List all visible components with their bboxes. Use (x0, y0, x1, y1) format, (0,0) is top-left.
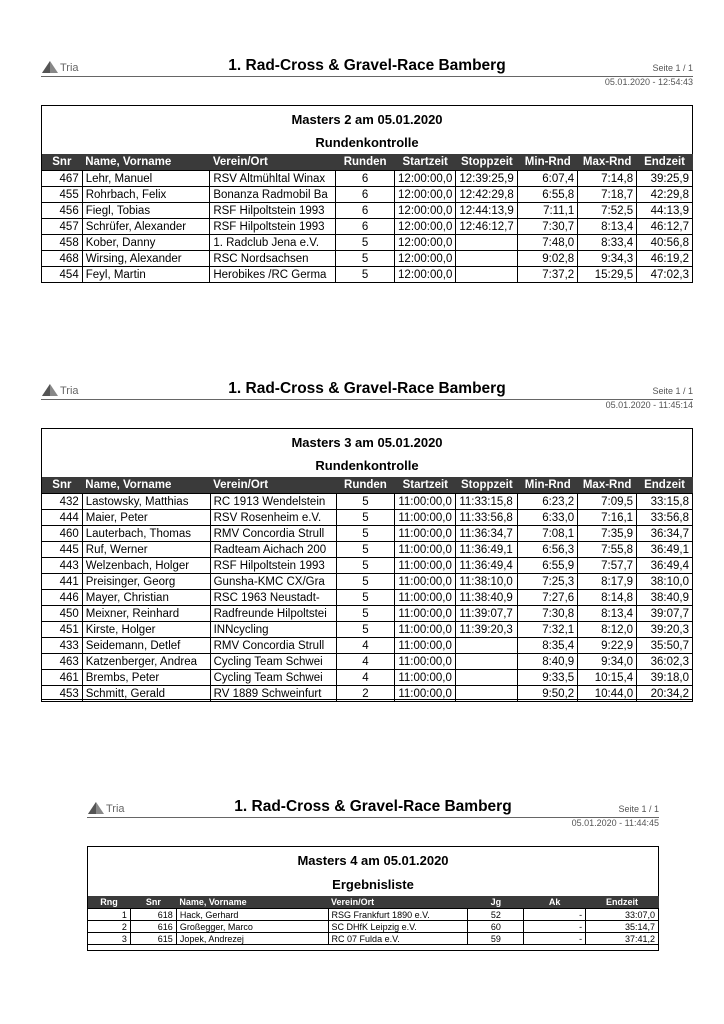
table-cell: 9:22,9 (578, 638, 637, 654)
table-cell: 38:10,0 (637, 574, 693, 590)
table-cell: 46:12,7 (637, 219, 693, 235)
column-header: Max-Rnd (578, 477, 637, 494)
table-cell: Meixner, Reinhard (82, 606, 210, 622)
print-date: 05.01.2020 - 12:54:43 (604, 77, 693, 87)
table-cell: 11:38:10,0 (456, 574, 518, 590)
table-cell: 5 (336, 542, 395, 558)
table-cell: 47:02,3 (637, 267, 693, 283)
table-cell: 7:32,1 (518, 622, 578, 638)
table-cell: 12:00:00,0 (395, 251, 456, 267)
table-row (42, 638, 693, 654)
table-cell: 11:00:00,0 (395, 686, 456, 702)
table-cell: 8:13,4 (578, 219, 637, 235)
table-cell: 468 (42, 251, 83, 267)
table-cell: 12:39:25,9 (456, 171, 518, 187)
table-cell: 5 (336, 558, 395, 574)
table-row (42, 590, 693, 606)
table-cell: 33:15,8 (637, 494, 693, 510)
table-cell: 7:08,1 (518, 526, 578, 542)
table-cell: 615 (130, 933, 176, 945)
race-title: 1. Rad-Cross & Gravel-Race Bamberg (234, 798, 512, 815)
category-title: Masters 4 am 05.01.2020 (297, 853, 449, 868)
column-header: Name, Vorname (176, 896, 328, 909)
table-cell: INNcycling (210, 622, 336, 638)
table-cell: 11:00:00,0 (395, 638, 456, 654)
table-row (42, 574, 693, 590)
column-header: Jg (468, 896, 524, 909)
logo-text: Tria (60, 385, 79, 397)
table-cell: 12:00:00,0 (395, 235, 456, 251)
table-cell: 8:17,9 (578, 574, 637, 590)
table-cell: Lauterbach, Thomas (82, 526, 210, 542)
table-cell: 59 (468, 933, 524, 945)
column-header: Endzeit (637, 477, 693, 494)
sheet-header (41, 379, 693, 400)
table-cell: 5 (336, 526, 395, 542)
table-cell: 432 (42, 494, 83, 510)
table-cell: 441 (42, 574, 83, 590)
table-cell: 2 (88, 921, 131, 933)
table-cell: 618 (130, 909, 176, 921)
table-cell: RSF Hilpoltstein 1993 (210, 558, 336, 574)
table-cell: - (524, 909, 586, 921)
table-cell: 463 (42, 654, 83, 670)
result-box (41, 428, 693, 700)
table-header-row (88, 896, 659, 909)
table-cell: 445 (42, 542, 83, 558)
table-cell: 11:00:00,0 (395, 654, 456, 670)
table-row (42, 187, 693, 203)
table-cell (456, 251, 518, 267)
list-subtitle: Ergebnisliste (332, 877, 414, 892)
table-cell (456, 235, 518, 251)
table-row (42, 251, 693, 267)
table-cell: 6:55,9 (518, 558, 578, 574)
sheet-header (41, 56, 693, 77)
table-row (42, 267, 693, 283)
table-cell: Lehr, Manuel (82, 171, 210, 187)
table-cell: Seidemann, Detlef (82, 638, 210, 654)
table-cell: 6 (336, 219, 395, 235)
table-cell: Lastowsky, Matthias (82, 494, 210, 510)
table-cell: 9:34,0 (578, 654, 637, 670)
list-subtitle: Rundenkontrolle (315, 458, 419, 473)
column-header: Name, Vorname (82, 477, 210, 494)
result-sheet-masters-2 (41, 56, 693, 286)
table-cell: 10:44,0 (578, 686, 637, 702)
table-header-row (42, 477, 693, 494)
table-cell: Schrüfer, Alexander (82, 219, 210, 235)
table-cell: Jopek, Andrezej (176, 933, 328, 945)
table-cell: - (524, 921, 586, 933)
table-cell: Wirsing, Alexander (82, 251, 210, 267)
column-header: Stoppzeit (456, 154, 518, 171)
table-row (88, 921, 659, 933)
table-cell: Katzenberger, Andrea (82, 654, 210, 670)
table-cell: RSC Nordsachsen (210, 251, 336, 267)
table-cell: 37:41,2 (586, 933, 659, 945)
table-cell: 12:00:00,0 (395, 267, 456, 283)
table-cell: 7:11,1 (518, 203, 578, 219)
table-cell: 7:55,8 (578, 542, 637, 558)
table-row (42, 654, 693, 670)
table-cell: Kober, Danny (82, 235, 210, 251)
table-cell: Mayer, Christian (82, 590, 210, 606)
table-cell: 5 (336, 267, 395, 283)
table-cell: 5 (336, 235, 395, 251)
table-cell: 39:18,0 (637, 670, 693, 686)
table-cell: 11:00:00,0 (395, 526, 456, 542)
table-row (42, 542, 693, 558)
table-cell: 11:33:15,8 (456, 494, 518, 510)
table-cell: 42:29,8 (637, 187, 693, 203)
table-cell: - (524, 933, 586, 945)
table-cell: 8:35,4 (518, 638, 578, 654)
table-cell: Bonanza Radmobil Ba (210, 187, 336, 203)
table-cell: 12:44:13,9 (456, 203, 518, 219)
table-cell: 5 (336, 574, 395, 590)
table-cell: 451 (42, 622, 83, 638)
table-cell: 35:14,7 (586, 921, 659, 933)
table-cell: 33:07,0 (586, 909, 659, 921)
table-cell: 11:00:00,0 (395, 622, 456, 638)
table-cell: 6:55,8 (518, 187, 578, 203)
table-cell: 7:18,7 (578, 187, 637, 203)
table-cell: Fiegl, Tobias (82, 203, 210, 219)
table-cell: 460 (42, 526, 83, 542)
column-header: Startzeit (395, 154, 456, 171)
table-row (42, 171, 693, 187)
table-cell: 6:56,3 (518, 542, 578, 558)
table-cell: 46:19,2 (637, 251, 693, 267)
table-cell: 12:00:00,0 (395, 187, 456, 203)
result-box (87, 846, 659, 951)
table-cell: 9:02,8 (518, 251, 578, 267)
results-table (41, 154, 693, 283)
table-cell: 35:50,7 (637, 638, 693, 654)
column-header: Verein/Ort (210, 154, 336, 171)
table-cell (456, 654, 518, 670)
print-date: 05.01.2020 - 11:44:45 (571, 818, 659, 828)
table-cell: 6 (336, 203, 395, 219)
table-cell: 7:37,2 (518, 267, 578, 283)
table-cell: 11:39:20,3 (456, 622, 518, 638)
table-cell: Ruf, Werner (82, 542, 210, 558)
table-cell (456, 686, 518, 702)
table-cell: Cycling Team Schwei (210, 654, 336, 670)
column-header: Runden (336, 477, 395, 494)
category-title: Masters 3 am 05.01.2020 (291, 435, 443, 450)
column-header: Rng (88, 896, 131, 909)
table-cell: 7:30,8 (518, 606, 578, 622)
table-cell: 60 (468, 921, 524, 933)
column-header: Min-Rnd (518, 477, 578, 494)
table-cell: 8:33,4 (578, 235, 637, 251)
column-header: Verein/Ort (210, 477, 336, 494)
page-number: Seite 1 / 1 (652, 63, 693, 73)
table-cell: 9:50,2 (518, 686, 578, 702)
column-header: Snr (42, 154, 83, 171)
table-cell: Gunsha-KMC CX/Gra (210, 574, 336, 590)
table-cell: 39:07,7 (637, 606, 693, 622)
table-row (42, 510, 693, 526)
table-cell: 11:38:40,9 (456, 590, 518, 606)
column-header: Snr (130, 896, 176, 909)
table-cell: Schmitt, Gerald (82, 686, 210, 702)
table-cell: RMV Concordia Strull (210, 638, 336, 654)
table-cell: 11:00:00,0 (395, 558, 456, 574)
table-cell: 11:33:56,8 (456, 510, 518, 526)
table-row (42, 622, 693, 638)
table-cell: 456 (42, 203, 83, 219)
table-cell: 8:14,8 (578, 590, 637, 606)
column-header: Max-Rnd (578, 154, 637, 171)
table-cell: 20:34,2 (637, 686, 693, 702)
table-cell: 36:49,4 (637, 558, 693, 574)
table-cell: RV 1889 Schweinfurt (210, 686, 336, 702)
table-cell: 433 (42, 638, 83, 654)
table-row (42, 606, 693, 622)
category-title: Masters 2 am 05.01.2020 (291, 112, 443, 127)
table-cell: 12:00:00,0 (395, 219, 456, 235)
table-cell: 11:00:00,0 (395, 606, 456, 622)
table-row (42, 219, 693, 235)
table-cell: 444 (42, 510, 83, 526)
table-cell: 11:39:07,7 (456, 606, 518, 622)
table-cell: 1 (88, 909, 131, 921)
table-cell: 11:00:00,0 (395, 510, 456, 526)
table-row (42, 203, 693, 219)
table-cell (456, 670, 518, 686)
race-title: 1. Rad-Cross & Gravel-Race Bamberg (228, 57, 506, 74)
table-cell: 455 (42, 187, 83, 203)
page-number: Seite 1 / 1 (652, 386, 693, 396)
table-cell: RC 07 Fulda e.V. (328, 933, 468, 945)
table-cell: 12:00:00,0 (395, 171, 456, 187)
table-cell: RC 1913 Wendelstein (210, 494, 336, 510)
table-cell: 5 (336, 510, 395, 526)
column-header: Snr (42, 477, 83, 494)
table-cell: Kirste, Holger (82, 622, 210, 638)
table-cell: Feyl, Martin (82, 267, 210, 283)
table-cell: 5 (336, 606, 395, 622)
table-cell: 2 (336, 686, 395, 702)
table-cell: 7:57,7 (578, 558, 637, 574)
table-cell: 467 (42, 171, 83, 187)
column-header: Runden (336, 154, 395, 171)
table-cell: 5 (336, 622, 395, 638)
table-cell: 6 (336, 187, 395, 203)
table-cell: Herobikes /RC Germa (210, 267, 336, 283)
print-date: 05.01.2020 - 11:45:14 (605, 400, 693, 410)
table-cell: 7:35,9 (578, 526, 637, 542)
table-row (42, 235, 693, 251)
table-row (42, 686, 693, 702)
results-table (41, 477, 693, 702)
table-cell: 4 (336, 654, 395, 670)
table-cell: SC DHfK Leipzig e.V. (328, 921, 468, 933)
table-cell: 446 (42, 590, 83, 606)
table-cell: 33:56,8 (637, 510, 693, 526)
table-cell: 52 (468, 909, 524, 921)
table-cell: 5 (336, 494, 395, 510)
column-header: Ak (524, 896, 586, 909)
table-cell: 443 (42, 558, 83, 574)
table-cell: Radfreunde Hilpoltstei (210, 606, 336, 622)
column-header: Endzeit (586, 896, 659, 909)
logo-text: Tria (60, 62, 79, 74)
table-cell: 5 (336, 251, 395, 267)
table-cell: 457 (42, 219, 83, 235)
column-header: Name, Vorname (82, 154, 210, 171)
table-cell: RSG Frankfurt 1890 e.V. (328, 909, 468, 921)
table-cell: 3 (88, 933, 131, 945)
table-cell: 11:36:49,1 (456, 542, 518, 558)
logo-text: Tria (106, 803, 125, 815)
table-cell: 7:09,5 (578, 494, 637, 510)
table-cell (456, 638, 518, 654)
table-row (42, 494, 693, 510)
table-row (42, 526, 693, 542)
result-sheet-masters-4 (87, 797, 659, 957)
table-cell: 4 (336, 670, 395, 686)
table-cell: 6:07,4 (518, 171, 578, 187)
table-row (42, 670, 693, 686)
table-cell: Radteam Aichach 200 (210, 542, 336, 558)
column-header: Verein/Ort (328, 896, 468, 909)
table-cell: RSC 1963 Neustadt- (210, 590, 336, 606)
column-header: Min-Rnd (518, 154, 578, 171)
table-cell: RSV Rosenheim e.V. (210, 510, 336, 526)
table-cell: 8:12,0 (578, 622, 637, 638)
table-cell: 11:00:00,0 (395, 542, 456, 558)
column-header: Startzeit (395, 477, 456, 494)
table-row (88, 933, 659, 945)
table-cell: 36:49,1 (637, 542, 693, 558)
table-cell: 461 (42, 670, 83, 686)
table-cell: Preisinger, Georg (82, 574, 210, 590)
results-table (87, 896, 659, 945)
table-cell: 616 (130, 921, 176, 933)
column-header: Stoppzeit (456, 477, 518, 494)
table-cell: 4 (336, 638, 395, 654)
result-sheet-masters-3 (41, 379, 693, 699)
table-cell: 40:56,8 (637, 235, 693, 251)
table-cell: Hack, Gerhard (176, 909, 328, 921)
table-cell: Großegger, Marco (176, 921, 328, 933)
table-cell: 15:29,5 (578, 267, 637, 283)
table-cell: 9:34,3 (578, 251, 637, 267)
sheet-header (87, 797, 659, 818)
table-cell: 453 (42, 686, 83, 702)
table-cell: Cycling Team Schwei (210, 670, 336, 686)
table-cell: 36:02,3 (637, 654, 693, 670)
table-cell: 8:40,9 (518, 654, 578, 670)
table-cell (456, 267, 518, 283)
table-header-row (42, 154, 693, 171)
table-cell: 38:40,9 (637, 590, 693, 606)
table-cell: 7:52,5 (578, 203, 637, 219)
table-cell: 11:00:00,0 (395, 590, 456, 606)
table-cell: 8:13,4 (578, 606, 637, 622)
list-subtitle: Rundenkontrolle (315, 135, 419, 150)
table-cell: 6:33,0 (518, 510, 578, 526)
column-header: Endzeit (637, 154, 693, 171)
table-cell: 36:34,7 (637, 526, 693, 542)
table-cell: RMV Concordia Strull (210, 526, 336, 542)
table-cell: Welzenbach, Holger (82, 558, 210, 574)
table-cell: 12:00:00,0 (395, 203, 456, 219)
table-cell: 458 (42, 235, 83, 251)
table-cell: 11:00:00,0 (395, 494, 456, 510)
table-cell: 39:25,9 (637, 171, 693, 187)
table-cell: 7:48,0 (518, 235, 578, 251)
table-cell: 9:33,5 (518, 670, 578, 686)
table-row (88, 909, 659, 921)
table-cell: Brembs, Peter (82, 670, 210, 686)
table-cell: RSV Altmühltal Winax (210, 171, 336, 187)
table-cell: 450 (42, 606, 83, 622)
table-cell: 44:13,9 (637, 203, 693, 219)
table-row (42, 558, 693, 574)
table-cell: 12:46:12,7 (456, 219, 518, 235)
table-cell: 5 (336, 590, 395, 606)
table-cell: 11:00:00,0 (395, 670, 456, 686)
table-cell: 12:42:29,8 (456, 187, 518, 203)
table-cell: 7:30,7 (518, 219, 578, 235)
table-cell: 10:15,4 (578, 670, 637, 686)
table-cell: Rohrbach, Felix (82, 187, 210, 203)
table-cell: 11:36:34,7 (456, 526, 518, 542)
result-box (41, 105, 693, 283)
table-cell: 7:14,8 (578, 171, 637, 187)
table-cell: 7:25,3 (518, 574, 578, 590)
race-title: 1. Rad-Cross & Gravel-Race Bamberg (228, 380, 506, 397)
table-cell: 11:36:49,4 (456, 558, 518, 574)
table-cell: 6:23,2 (518, 494, 578, 510)
table-cell: 7:16,1 (578, 510, 637, 526)
table-cell: 1. Radclub Jena e.V. (210, 235, 336, 251)
table-cell: RSF Hilpoltstein 1993 (210, 203, 336, 219)
table-cell: RSF Hilpoltstein 1993 (210, 219, 336, 235)
page-number: Seite 1 / 1 (618, 804, 659, 814)
table-cell: Maier, Peter (82, 510, 210, 526)
table-cell: 11:00:00,0 (395, 574, 456, 590)
table-cell: 6 (336, 171, 395, 187)
table-cell: 454 (42, 267, 83, 283)
table-cell: 7:27,6 (518, 590, 578, 606)
table-cell: 39:20,3 (637, 622, 693, 638)
